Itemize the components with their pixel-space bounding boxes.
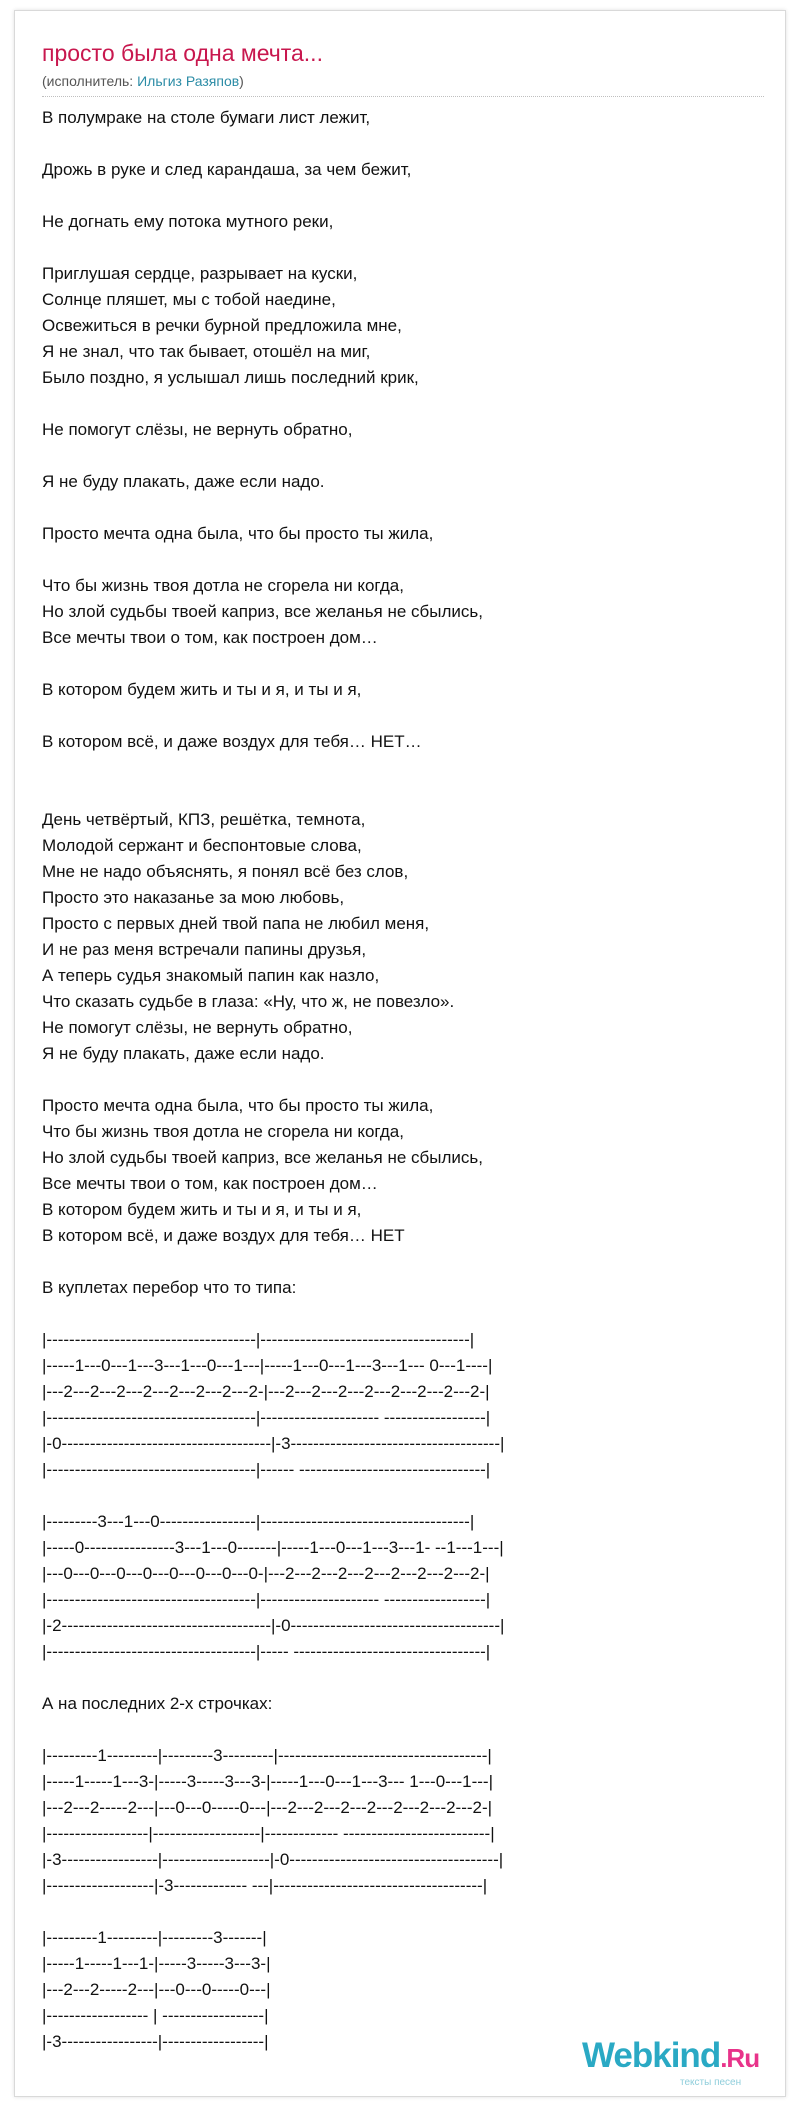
lyric-line: |-3-----------------|-------------------|-0-------------------------------------| [42,1850,504,1869]
lyric-line: И не раз меня встречали папины друзья, [42,940,367,959]
lyric-line: Что сказать судьбе в глаза: «Ну, что ж, не повезло». [42,992,455,1011]
lyric-line: В котором всё, и даже воздух для тебя… НЕТ… [42,732,422,751]
brand-tld: .Ru [720,2043,760,2073]
lyric-line [42,183,504,209]
brand-tagline: тексты песен [680,2077,742,2088]
lyric-line: Но злой судьбы твоей каприз, все желанья не сбылись, [42,602,483,621]
lyric-line: Не помогут слёзы, не вернуть обратно, [42,420,353,439]
lyric-line: Но злой судьбы твоей каприз, все желанья не сбылись, [42,1148,483,1167]
lyric-line: Я не буду плакать, даже если надо. [42,472,325,491]
lyric-line: |------------------|-------------------|------------- --------------------------| [42,1824,495,1843]
lyric-line [42,1301,504,1327]
lyric-line: Освежиться в речки бурной предложила мне, [42,316,402,335]
lyric-line: Просто это наказанье за мою любовь, [42,888,345,907]
lyric-line: Все мечты твои о том, как построен дом… [42,628,378,647]
lyric-line: |-------------------------------------|--------------------- ------------------| [42,1590,491,1609]
lyric-line: А на последних 2-х строчках: [42,1694,273,1713]
lyric-line: |-----1---0---1---3---1---0---1---|-----1---0---1---3---1--- 0---1----| [42,1356,493,1375]
lyric-line [42,131,504,157]
lyric-line [42,1067,504,1093]
lyric-line: Что бы жизнь твоя дотла не сгорела ни когда, [42,1122,404,1141]
lyric-line: Я не буду плакать, даже если надо. [42,1044,325,1063]
lyric-line: |---2---2-----2---|---0---0-----0---|---2---2---2---2---2---2---2---2-| [42,1798,493,1817]
lyric-line [42,1249,504,1275]
lyric-line [42,781,504,807]
lyric-line: Я не знал, что так бывает, отошёл на миг, [42,342,371,361]
lyric-line: Солнце пляшет, мы с тобой наедине, [42,290,336,309]
song-title: просто была одна мечта... [42,40,323,66]
lyric-line: |-----0----------------3---1---0-------|-----1---0---1---3---1- --1---1---| [42,1538,504,1557]
lyric-line: |-2-------------------------------------|-0-------------------------------------| [42,1616,505,1635]
lyric-line [42,1899,504,1925]
lyric-line [42,755,504,781]
artist-prefix: (исполнитель: [42,73,138,89]
lyric-line: Просто мечта одна была, что бы просто ты жила, [42,1096,434,1115]
lyric-line: В котором будем жить и ты и я, и ты и я, [42,680,362,699]
lyric-line [42,651,504,677]
artist-link[interactable]: Ильгиз Разяпов [137,73,240,89]
lyric-line: |-----1-----1---3-|-----3-----3---3-|-----1---0---1---3--- 1---0---1---| [42,1772,493,1791]
lyric-line: В котором всё, и даже воздух для тебя… НЕТ [42,1226,405,1245]
lyric-line: Просто мечта одна была, что бы просто ты жила, [42,524,434,543]
lyric-line: В куплетах перебор что то типа: [42,1278,297,1297]
lyric-line: Все мечты твои о том, как построен дом… [42,1174,378,1193]
artist-suffix: ) [239,73,244,89]
lyric-line: |---2---2---2---2---2---2---2---2-|---2---2---2---2---2---2---2---2-| [42,1382,490,1401]
lyric-line: Приглушая сердце, разрывает на куски, [42,264,358,283]
artist-line [42,73,244,89]
lyric-line: |---2---2-----2---|---0---0-----0---| [42,1980,271,1999]
lyric-line [42,443,504,469]
lyric-line: Молодой сержант и беспонтовые слова, [42,836,362,855]
lyric-line: День четвёртый, КПЗ, решётка, темнота, [42,810,366,829]
lyric-line: |---0---0---0---0---0---0---0---0-|---2---2---2---2---2---2---2---2-| [42,1564,490,1583]
lyric-line [42,1665,504,1691]
lyric-line: |---------3---1---0-----------------|-------------------------------------| [42,1512,475,1531]
header-divider [42,96,764,97]
lyric-line: |------------------ | ------------------| [42,2006,269,2025]
lyric-line [42,703,504,729]
lyric-line: |-0-------------------------------------|-3-------------------------------------| [42,1434,505,1453]
lyric-line: Дрожь в руке и след карандаша, за чем бежит, [42,160,412,179]
lyric-line: Не помогут слёзы, не вернуть обратно, [42,1018,353,1037]
lyric-line [42,391,504,417]
lyric-line: |-------------------------------------|----- ----------------------------------| [42,1642,491,1661]
lyric-line: Мне не надо объяснять, я понял всё без слов, [42,862,409,881]
lyric-line: |-------------------------------------|------ ---------------------------------| [42,1460,491,1479]
lyric-line [42,1483,504,1509]
lyrics-body [42,105,504,2055]
lyric-line: |---------1---------|---------3---------|-------------------------------------| [42,1746,492,1765]
lyric-line [42,235,504,261]
lyric-line: |---------1---------|---------3-------| [42,1928,267,1947]
lyric-line [42,495,504,521]
lyric-line: А теперь судья знакомый папин как назло, [42,966,380,985]
lyric-line: |-------------------------------------|-------------------------------------| [42,1330,475,1349]
brand-name: Webkind [582,2036,721,2075]
lyric-line [42,547,504,573]
lyric-line: Не догнать ему потока мутного реки, [42,212,334,231]
lyric-line: |-------------------------------------|--------------------- ------------------| [42,1408,491,1427]
lyric-line: |-----1-----1---1-|-----3-----3---3-| [42,1954,271,1973]
lyric-line: Просто с первых дней твой папа не любил меня, [42,914,430,933]
webkind-logo[interactable] [582,2036,759,2076]
lyric-line: |-------------------|-3------------- ---|-------------------------------------| [42,1876,488,1895]
lyric-line: Что бы жизнь твоя дотла не сгорела ни когда, [42,576,404,595]
lyric-line: |-3-----------------|------------------| [42,2032,269,2051]
lyric-line [42,1717,504,1743]
lyric-line: Было поздно, я услышал лишь последний крик, [42,368,419,387]
lyric-line: В котором будем жить и ты и я, и ты и я, [42,1200,362,1219]
lyric-line: В полумраке на столе бумаги лист лежит, [42,108,371,127]
